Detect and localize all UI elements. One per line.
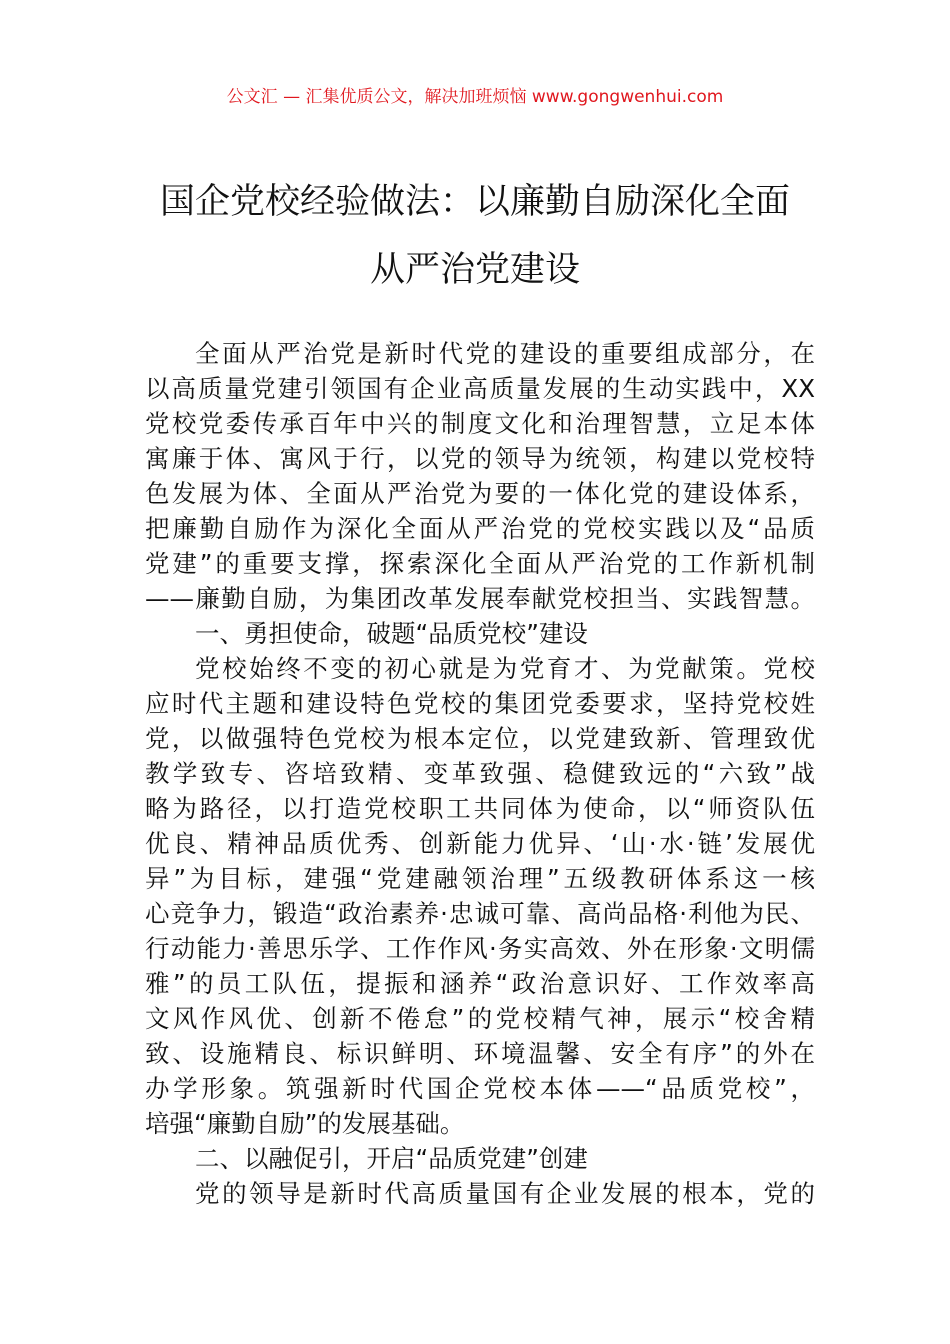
- body-line: 应时代主题和建设特色党校的集团党委要求，坚持党校姓: [145, 689, 815, 718]
- section-heading-2: 二、以融促引，开启“品质党建”创建: [195, 1144, 588, 1173]
- body-line: 党的领导是新时代高质量国有企业发展的根本，党的: [195, 1179, 815, 1208]
- section-heading-1: 一、勇担使命，破题“品质党校”建设: [195, 619, 588, 648]
- body-line: 办学形象。筑强新时代国企党校本体——“品质党校”，: [145, 1074, 815, 1103]
- body-line: 全面从严治党是新时代党的建设的重要组成部分，在: [195, 339, 815, 368]
- body-line: 雅”的员工队伍，提振和涵养“政治意识好、工作效率高: [145, 969, 815, 998]
- body-line: 略为路径，以打造党校职工共同体为使命，以“师资队伍: [145, 794, 815, 823]
- body-line: 党建”的重要支撑，探索深化全面从严治党的工作新机制: [145, 549, 815, 578]
- body-line: 以高质量党建引领国有企业高质量发展的生动实践中，XX: [145, 374, 815, 403]
- body-line: 把廉勤自励作为深化全面从严治党的党校实践以及“品质: [145, 514, 815, 543]
- body-line: 教学致专、咨培致精、变革致强、稳健致远的“六致”战: [145, 759, 815, 788]
- body-line: 行动能力·善思乐学、工作作风·务实高效、外在形象·文明儒: [145, 934, 815, 963]
- body-line: 异”为目标，建强“党建融领治理”五级教研体系这一核: [145, 864, 815, 893]
- header-banner: 公文汇 — 汇集优质公文，解决加班烦恼 www.gongwenhui.com: [226, 87, 724, 107]
- body-line: 心竞争力，锻造“政治素养·忠诚可靠、高尚品格·利他为民、: [145, 899, 816, 928]
- document-title-line-2: 从严治党建设: [369, 250, 580, 290]
- body-line: 党校始终不变的初心就是为党育才、为党献策。党校: [195, 654, 815, 683]
- body-line: 优良、精神品质优秀、创新能力优异、‘山·水·链’发展优: [145, 829, 815, 858]
- document-body: [145, 336, 815, 1211]
- document-title-line-1: 国企党校经验做法：以廉勤自励深化全面: [159, 182, 790, 222]
- body-line: ——廉勤自励，为集团改革发展奉献党校担当、实践智慧。: [145, 584, 815, 613]
- body-line: 色发展为体、全面从严治党为要的一体化党的建设体系，: [145, 479, 815, 508]
- body-line: 致、设施精良、标识鲜明、环境温馨、安全有序”的外在: [145, 1039, 815, 1068]
- body-line: 党校党委传承百年中兴的制度文化和治理智慧，立足本体: [145, 409, 815, 438]
- body-line: 党，以做强特色党校为根本定位，以党建致新、管理致优: [145, 724, 815, 753]
- body-line: 培强“廉勤自励”的发展基础。: [145, 1109, 465, 1138]
- body-line: 寓廉于体、寓风于行，以党的领导为统领，构建以党校特: [145, 444, 815, 473]
- body-line: 文风作风优、创新不倦怠”的党校精气神，展示“校舍精: [145, 1004, 815, 1033]
